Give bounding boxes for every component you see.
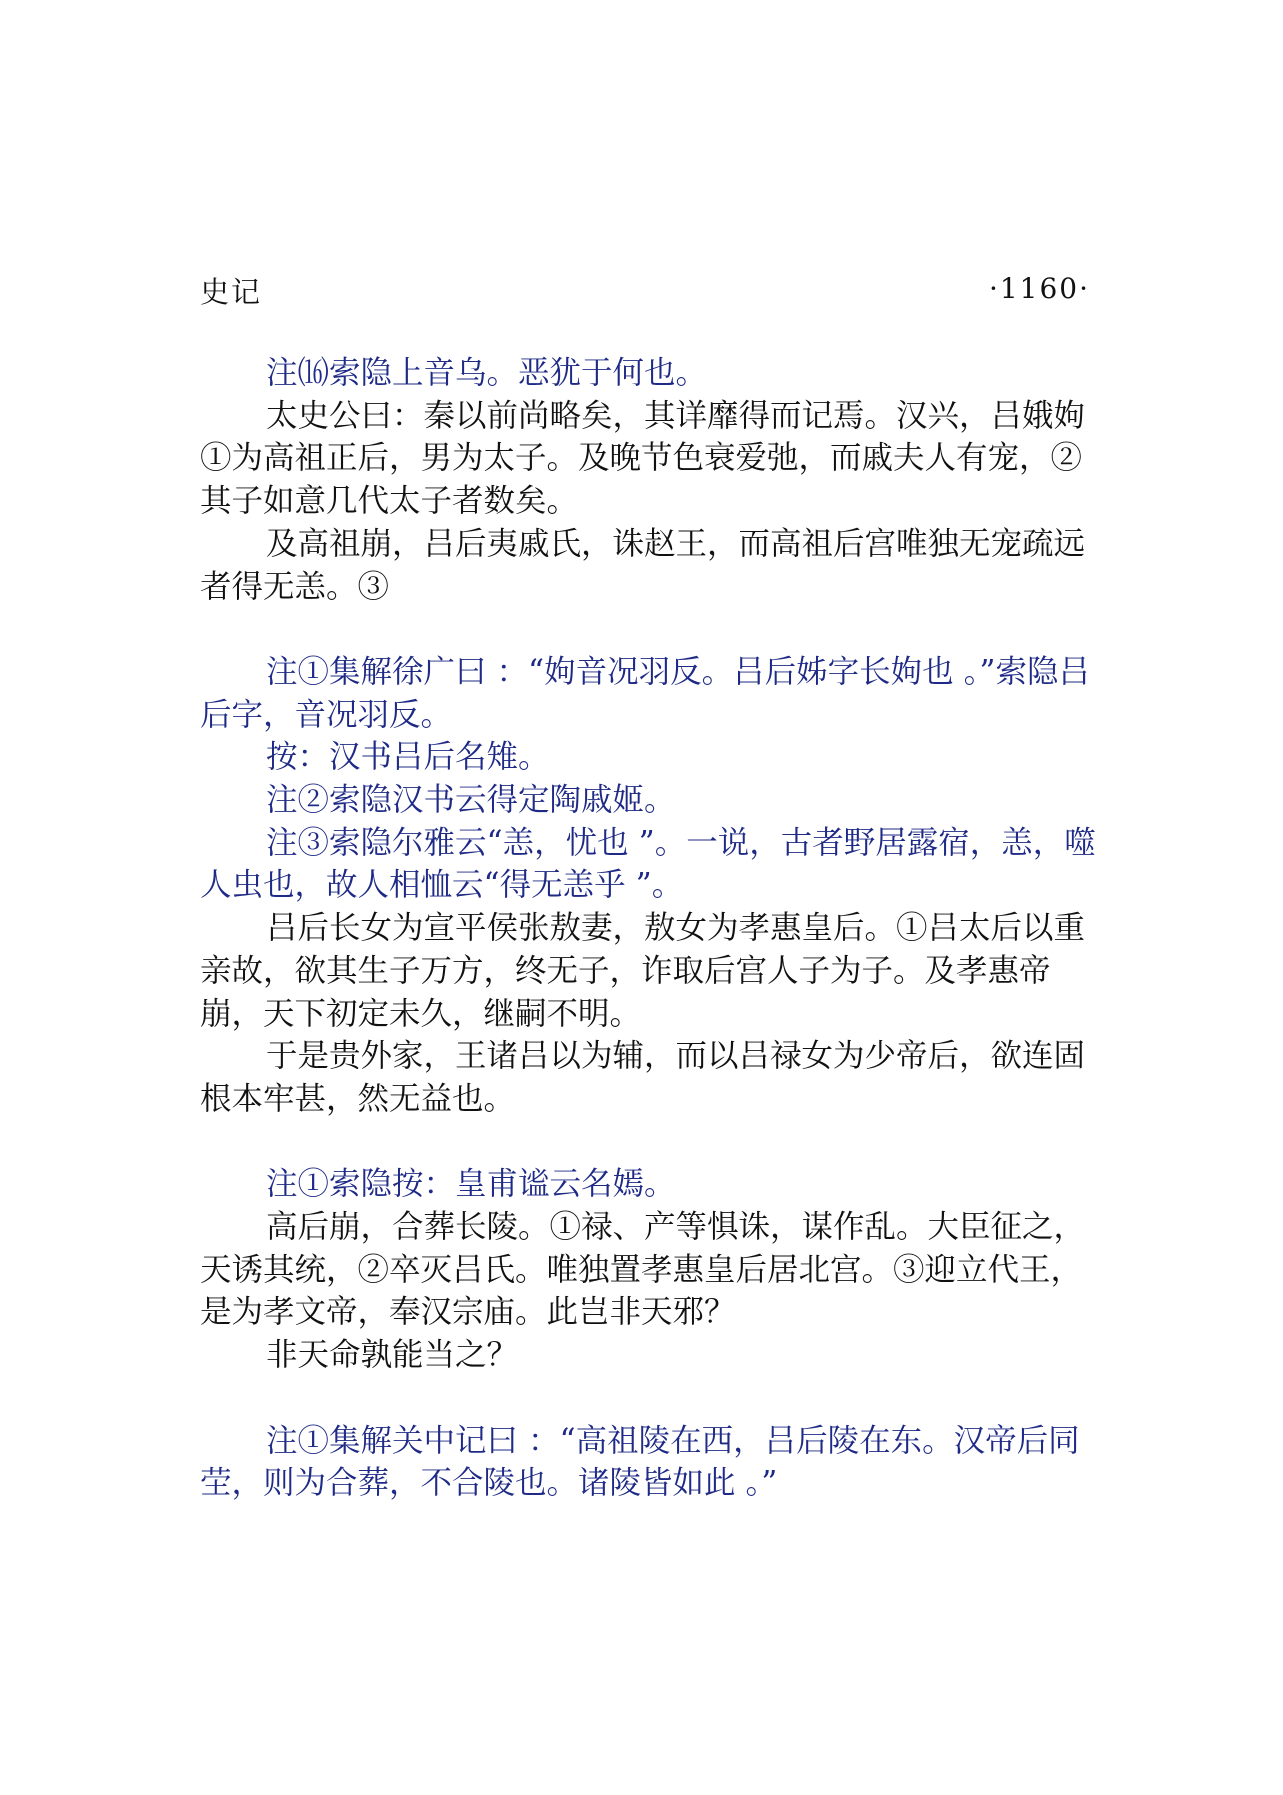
paragraph-spacer (200, 1377, 1100, 1420)
text-paragraph: 太史公曰：秦以前尚略矣，其详靡得而记焉。汉兴，吕娥姁①为高祖正后，男为太子。及晚节色衰爱弛，而戚夫人有宠，②其子如意几代太子者数矣。 (200, 397, 1086, 520)
text-paragraph: 高后崩，合葬长陵。①禄、产等惧诛，谋作乱。大臣征之，天诱其统，②卒灭吕氏。唯独置孝惠皇后居北宫。③迎立代王，是为孝文帝，奉汉宗庙。此岂非天邪？ (200, 1209, 1086, 1331)
annotation-paragraph: 注③索隐尔雅云“恙，忧也 ”。一说，古者野居露宿，恙，噬人虫也，故人相恤云“得无恙乎 ”。 (200, 824, 1096, 904)
annotation-paragraph: 注①集解徐广曰 ：“姁音况羽反。吕后姊字长姁也 。”索隐吕后字，音况羽反。 (200, 653, 1090, 733)
text-paragraph: 吕后长女为宣平侯张敖妻，敖女为孝惠皇后。①吕太后以重亲故，欲其生子万方，终无子，诈取后宫人子为子。及孝惠帝崩，天下初定未久，继嗣不明。 (200, 910, 1086, 1032)
page-body (200, 352, 1100, 1505)
book-title: 史记 (200, 275, 263, 309)
page-number: ·1160· (988, 272, 1090, 305)
paragraph-spacer (200, 1121, 1100, 1164)
text-paragraph: 非天命孰能当之？ (266, 1337, 519, 1374)
text-paragraph: 于是贵外家，王诸吕以为辅，而以吕禄女为少帝后，欲连固根本牢甚，然无益也。 (200, 1038, 1086, 1117)
annotation-paragraph: 注①索隐按：皇甫谧云名嫣。 (266, 1166, 676, 1203)
paragraph-spacer (200, 608, 1100, 651)
annotation-paragraph: 注⒃索隐上音乌。恶犹于何也。 (266, 355, 708, 391)
annotation-paragraph: 注①集解关中记曰 ：“高祖陵在西，吕后陵在东。汉帝后同茔，则为合葬，不合陵也。诸陵皆如此 。” (200, 1422, 1080, 1502)
annotation-paragraph: 注②索隐汉书云得定陶戚姬。 (266, 782, 676, 819)
annotation-paragraph: 按：汉书吕后名雉。 (266, 739, 550, 776)
page-header (200, 270, 1090, 310)
text-paragraph: 及高祖崩，吕后夷戚氏，诛赵王，而高祖后宫唯独无宠疏远者得无恙。③ (200, 525, 1086, 605)
